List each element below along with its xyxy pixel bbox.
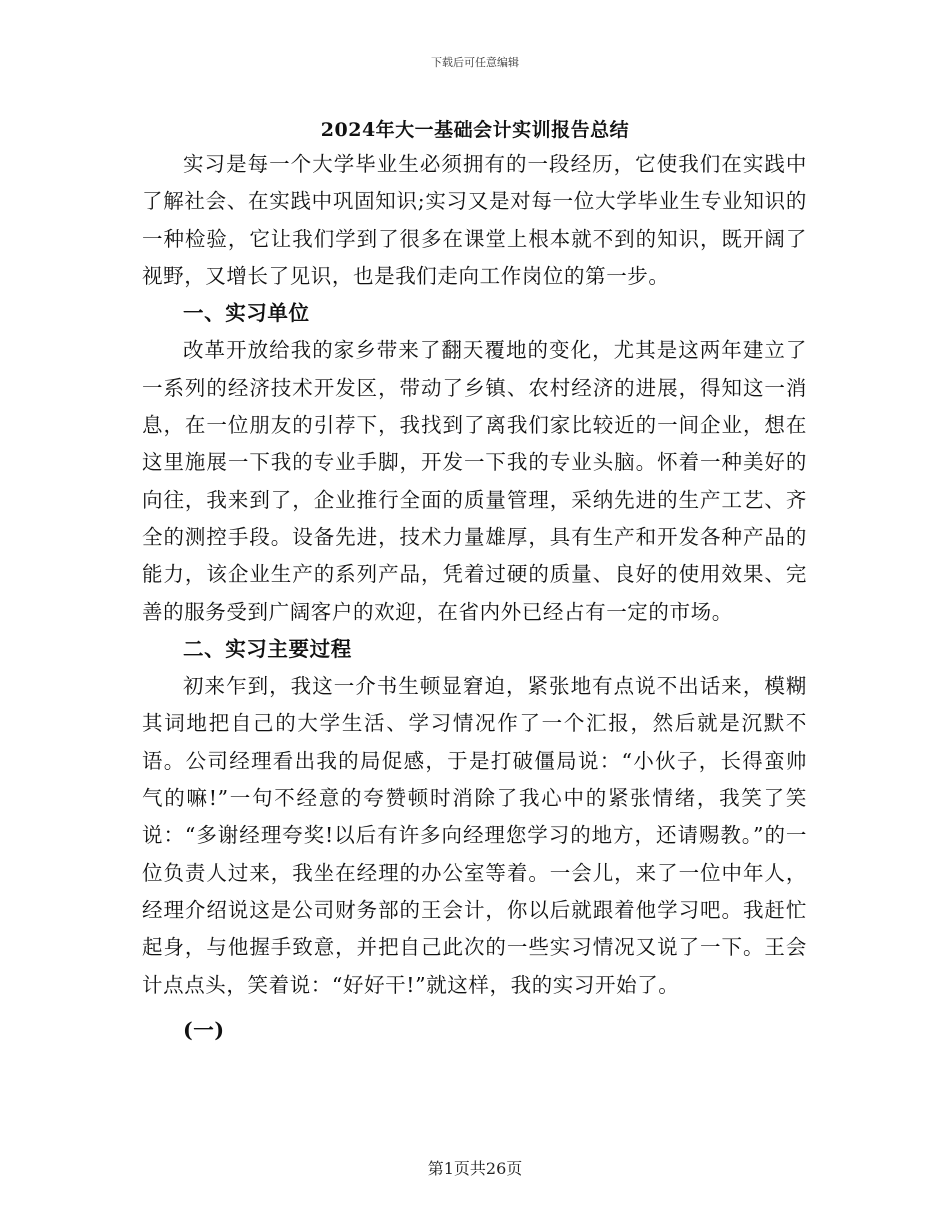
document-title: 2024年大一基础会计实训报告总结 bbox=[320, 119, 630, 141]
section-paragraph-internship-unit: 改革开放给我的家乡带来了翻天覆地的变化，尤其是这两年建立了一系列的经济技术开发区，带动了乡镇、农村经济的进展，得知这一消息，在一位朋友的引荐下，我找到了离我们家比较近的一间企业，想在这里施展一下我的专业手脚，开发一下我的专业头脑。怀着一种美好的向往，我来到了，企业推行全面的质量管理，采纳先进的生产工艺、齐全的测控手段。设备先进，技术力量雄厚，具有生产和开发各种产品的能力，该企业生产的系列产品，凭着过硬的质量、良好的使用效果、完善的服务受到广阔客户的欢迎，在省内外已经占有一定的市场。 bbox=[142, 338, 807, 624]
intro-paragraph: 实习是每一个大学毕业生必须拥有的一段经历，它使我们在实践中了解社会、在实践中巩固知识;实习又是对每一位大学毕业生专业知识的一种检验，它让我们学到了很多在课堂上根本就不到的知识，既开阔了视野，又增长了见识，也是我们走向工作岗位的第一步。 bbox=[142, 152, 807, 288]
section-heading-internship-unit: 一、实习单位 bbox=[183, 301, 310, 326]
subsection-heading: (一) bbox=[183, 1017, 225, 1042]
page-number: 第1页共26页 bbox=[427, 1159, 523, 1178]
document-body bbox=[142, 146, 807, 1049]
section-paragraph-internship-process: 初来乍到，我这一介书生顿显窘迫，紧张地有点说不出话来，模糊其词地把自己的大学生活、学习情况作了一个汇报，然后就是沉默不语。公司经理看出我的局促感，于是打破僵局说：“小伙子，长得蛮帅气的嘛!”一句不经意的夸赞顿时消除了我心中的紧张情绪，我笑了笑说：“多谢经理夸奖!以后有许多向经理您学习的地方，还请赐教。”的一位负责人过来，我坐在经理的办公室等着。一会儿，来了一位中年人，经理介绍说这是公司财务部的王会计，你以后就跟着他学习吧。我赶忙起身，与他握手致意，并把自己此次的一些实习情况又说了一下。王会计点点头，笑着说：“好好干!”就这样，我的实习开始了。 bbox=[142, 674, 807, 997]
section-heading-internship-process: 二、实习主要过程 bbox=[183, 636, 352, 661]
page-header-note: 下载后可任意编辑 bbox=[431, 56, 519, 69]
